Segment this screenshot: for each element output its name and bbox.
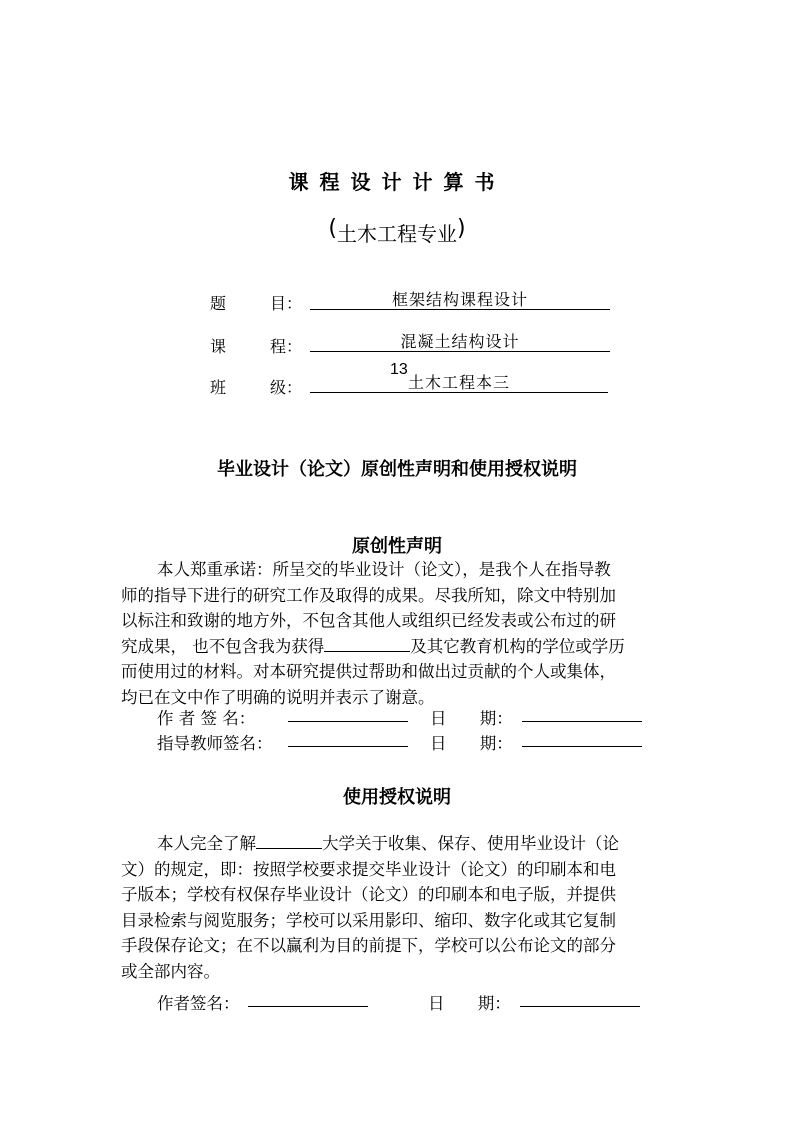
- originality-paragraph: [121, 557, 691, 710]
- subtitle-close-paren: ): [457, 216, 466, 241]
- originality-heading: 原创性声明: [352, 536, 442, 557]
- authorization-line: 子版本；学校有权保存毕业设计（论文）的印刷本和电子版，并提供: [121, 885, 616, 904]
- page-subtitle: [0, 218, 794, 247]
- degree-blank: [324, 637, 410, 652]
- auth-date-label: 日 期：: [428, 994, 511, 1013]
- originality-line: 师的指导下进行的研究工作及取得的成果。尽我所知，除文中特别加: [121, 585, 616, 605]
- author-signature-label: 作 者 签 名：: [157, 709, 256, 728]
- subtitle-text: 土木工程专业: [337, 222, 457, 246]
- author-date-line: [522, 721, 642, 722]
- field-class-label-a: 班: [210, 378, 227, 397]
- field-course-label-b: 程：: [270, 337, 303, 356]
- field-topic-label-b: 目：: [270, 294, 303, 313]
- authorization-line: 或全部内容。: [121, 961, 220, 981]
- auth-author-signature-label: 作者签名：: [157, 994, 240, 1013]
- auth-author-signature-line: [248, 1006, 368, 1007]
- authorization-heading: 使用授权说明: [343, 787, 451, 808]
- page-title: 课程设计计算书: [288, 170, 506, 194]
- originality-line: 及其它教育机构的学位或学历: [410, 636, 625, 656]
- field-course-label-a: 课: [210, 337, 227, 356]
- field-course-value: 混凝土结构设计: [310, 329, 610, 352]
- author-date-label: 日 期：: [430, 709, 513, 728]
- field-class-superscript: 13: [390, 361, 408, 378]
- subtitle-open-paren: (: [328, 216, 337, 241]
- auth-date-line: [520, 1006, 640, 1007]
- authorization-line: 目录检索与阅览服务；学校可以采用影印、缩印、数字化或其它复制: [121, 910, 616, 930]
- authorization-line: 大学关于收集、保存、使用毕业设计（论: [322, 834, 619, 853]
- authorization-line: 文）的规定，即：按照学校要求提交毕业设计（论文）的印刷本和电: [121, 859, 616, 879]
- declaration-heading: 毕业设计（论文）原创性声明和使用授权说明: [217, 459, 577, 480]
- originality-line: 以标注和致谢的地方外，不包含其他人或组织已经发表或公布过的研: [121, 611, 616, 630]
- authorization-line: 手段保存论文；在不以赢利为目的前提下，学校可以公布论文的部分: [121, 936, 616, 955]
- originality-line: 究成果， 也不包含我为获得: [121, 636, 325, 656]
- advisor-date-line: [522, 746, 642, 747]
- advisor-signature-label: 指导教师签名：: [157, 734, 273, 753]
- advisor-signature-line: [288, 746, 408, 747]
- author-signature-line: [288, 721, 408, 722]
- university-blank: [256, 834, 322, 849]
- authorization-paragraph: [121, 831, 691, 984]
- advisor-date-label: 日 期：: [430, 734, 513, 753]
- originality-line: 均已在文中作了明确的说明并表示了谢意。: [121, 687, 435, 707]
- authorization-line: 本人完全了解: [157, 834, 256, 853]
- field-class-value: 土木工程本三: [310, 370, 608, 393]
- field-class-label-b: 级：: [270, 378, 303, 397]
- originality-line: 本人郑重承诺：所呈交的毕业设计（论文），是我个人在指导教: [157, 560, 611, 579]
- originality-line-with-blank: [121, 634, 691, 660]
- field-topic-value: 框架结构课程设计: [310, 287, 610, 310]
- originality-line: 而使用过的材料。对本研究提供过帮助和做出过贡献的个人或集体，: [121, 662, 616, 681]
- authorization-line-with-blank: [121, 831, 691, 857]
- field-topic-label-a: 题: [210, 294, 227, 313]
